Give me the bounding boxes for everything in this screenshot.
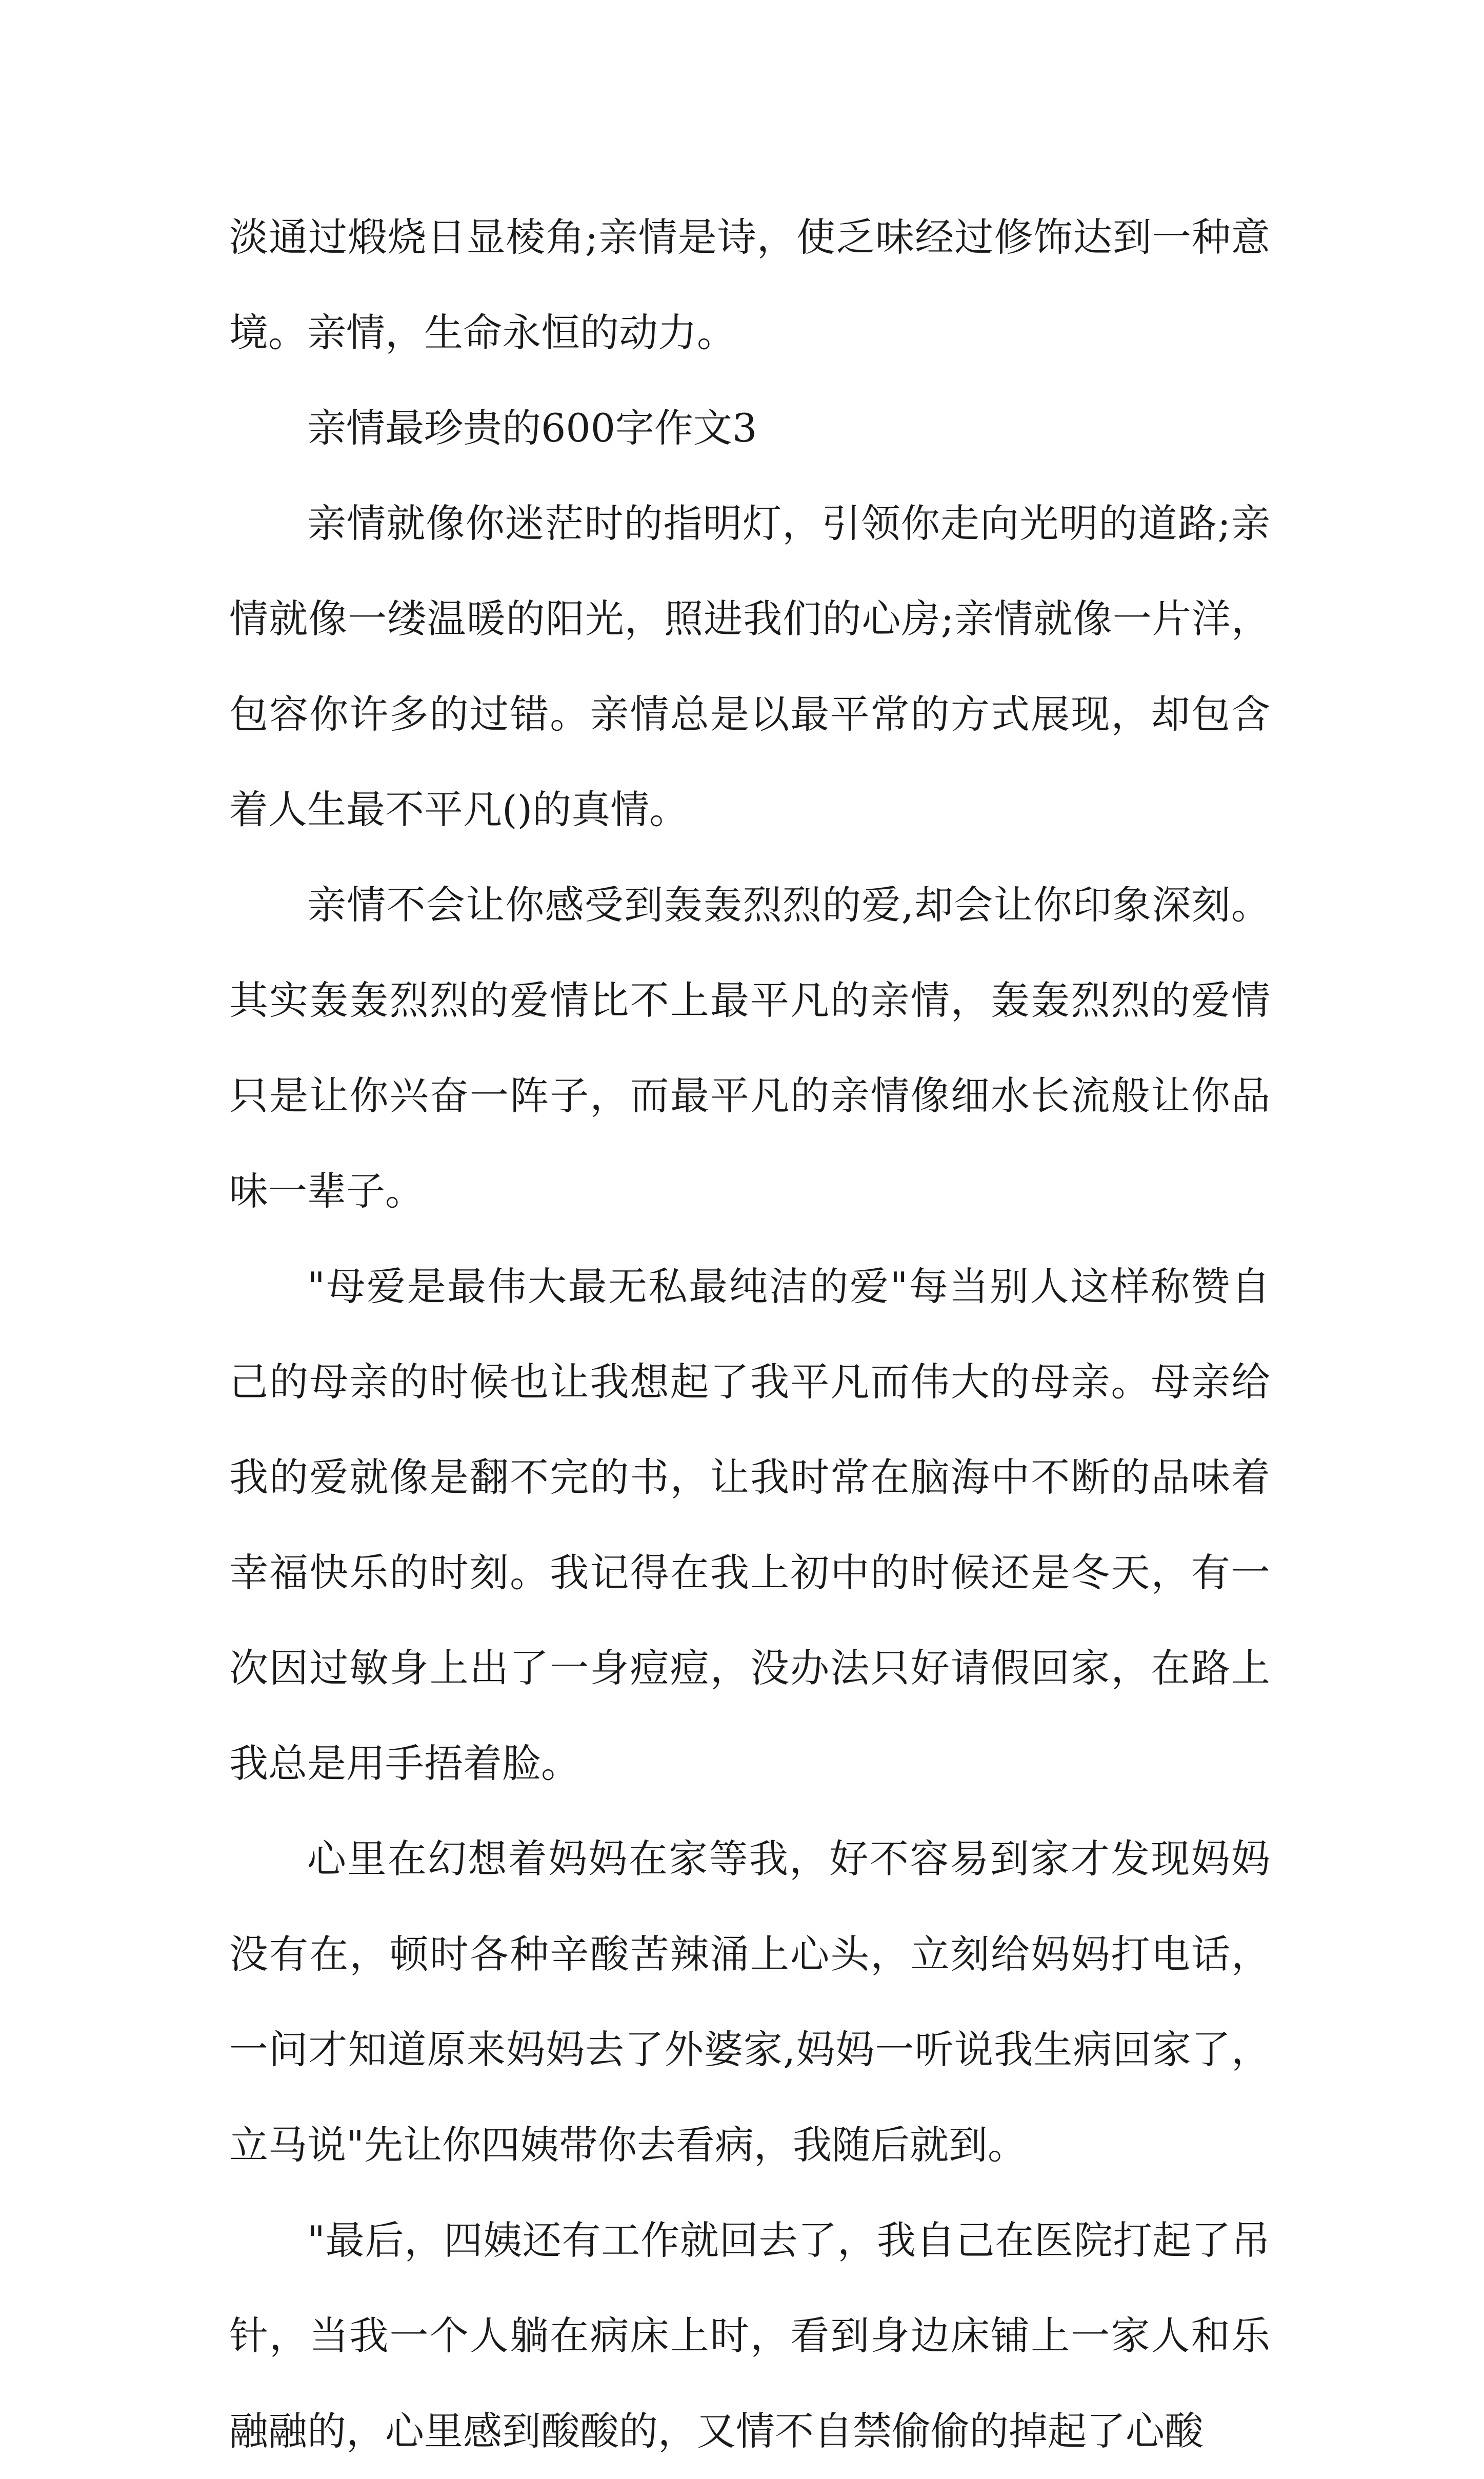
paragraph-2: 亲情就像你迷茫时的指明灯，引领你走向光明的道路;亲情就像一缕温暖的阳光，照进我们的心房;亲情就像一片洋，包容你许多的过错。亲情总是以最平常的方式展现，却包含着人生最不平凡()的真情。	[229, 501, 1270, 832]
section-heading: 亲情最珍贵的600字作文3	[307, 405, 757, 451]
document-body	[229, 190, 1270, 2479]
paragraph-6: "最后，四姨还有工作就回去了，我自己在医院打起了吊针，当我一个人躺在病床上时，看到身边床铺上一家人和乐融融的，心里感到酸酸的，又情不自禁偷偷的掉起了心酸	[229, 2217, 1270, 2454]
paragraph-5: 心里在幻想着妈妈在家等我，好不容易到家才发现妈妈没有在，顿时各种辛酸苦辣涌上心头，立刻给妈妈打电话，一问才知道原来妈妈去了外婆家,妈妈一听说我生病回家了，立马说"先让你四姨带你去看病，我随后就到。	[229, 1836, 1270, 2168]
paragraph-4: "母爱是最伟大最无私最纯洁的爱"每当别人这样称赞自己的母亲的时候也让我想起了我平凡而伟大的母亲。母亲给我的爱就像是翻不完的书，让我时常在脑海中不断的品味着幸福快乐的时刻。我记得在我上初中的时候还是冬天，有一次因过敏身上出了一身痘痘，没办法只好请假回家，在路上我总是用手捂着脸。	[229, 1264, 1270, 1786]
paragraph-3: 亲情不会让你感受到轰轰烈烈的爱,却会让你印象深刻。其实轰轰烈烈的爱情比不上最平凡的亲情，轰轰烈烈的爱情只是让你兴奋一阵子，而最平凡的亲情像细水长流般让你品味一辈子。	[229, 882, 1270, 1214]
paragraph-1: 淡通过煅烧日显棱角;亲情是诗，使乏味经过修饰达到一种意境。亲情，生命永恒的动力。	[229, 214, 1270, 355]
